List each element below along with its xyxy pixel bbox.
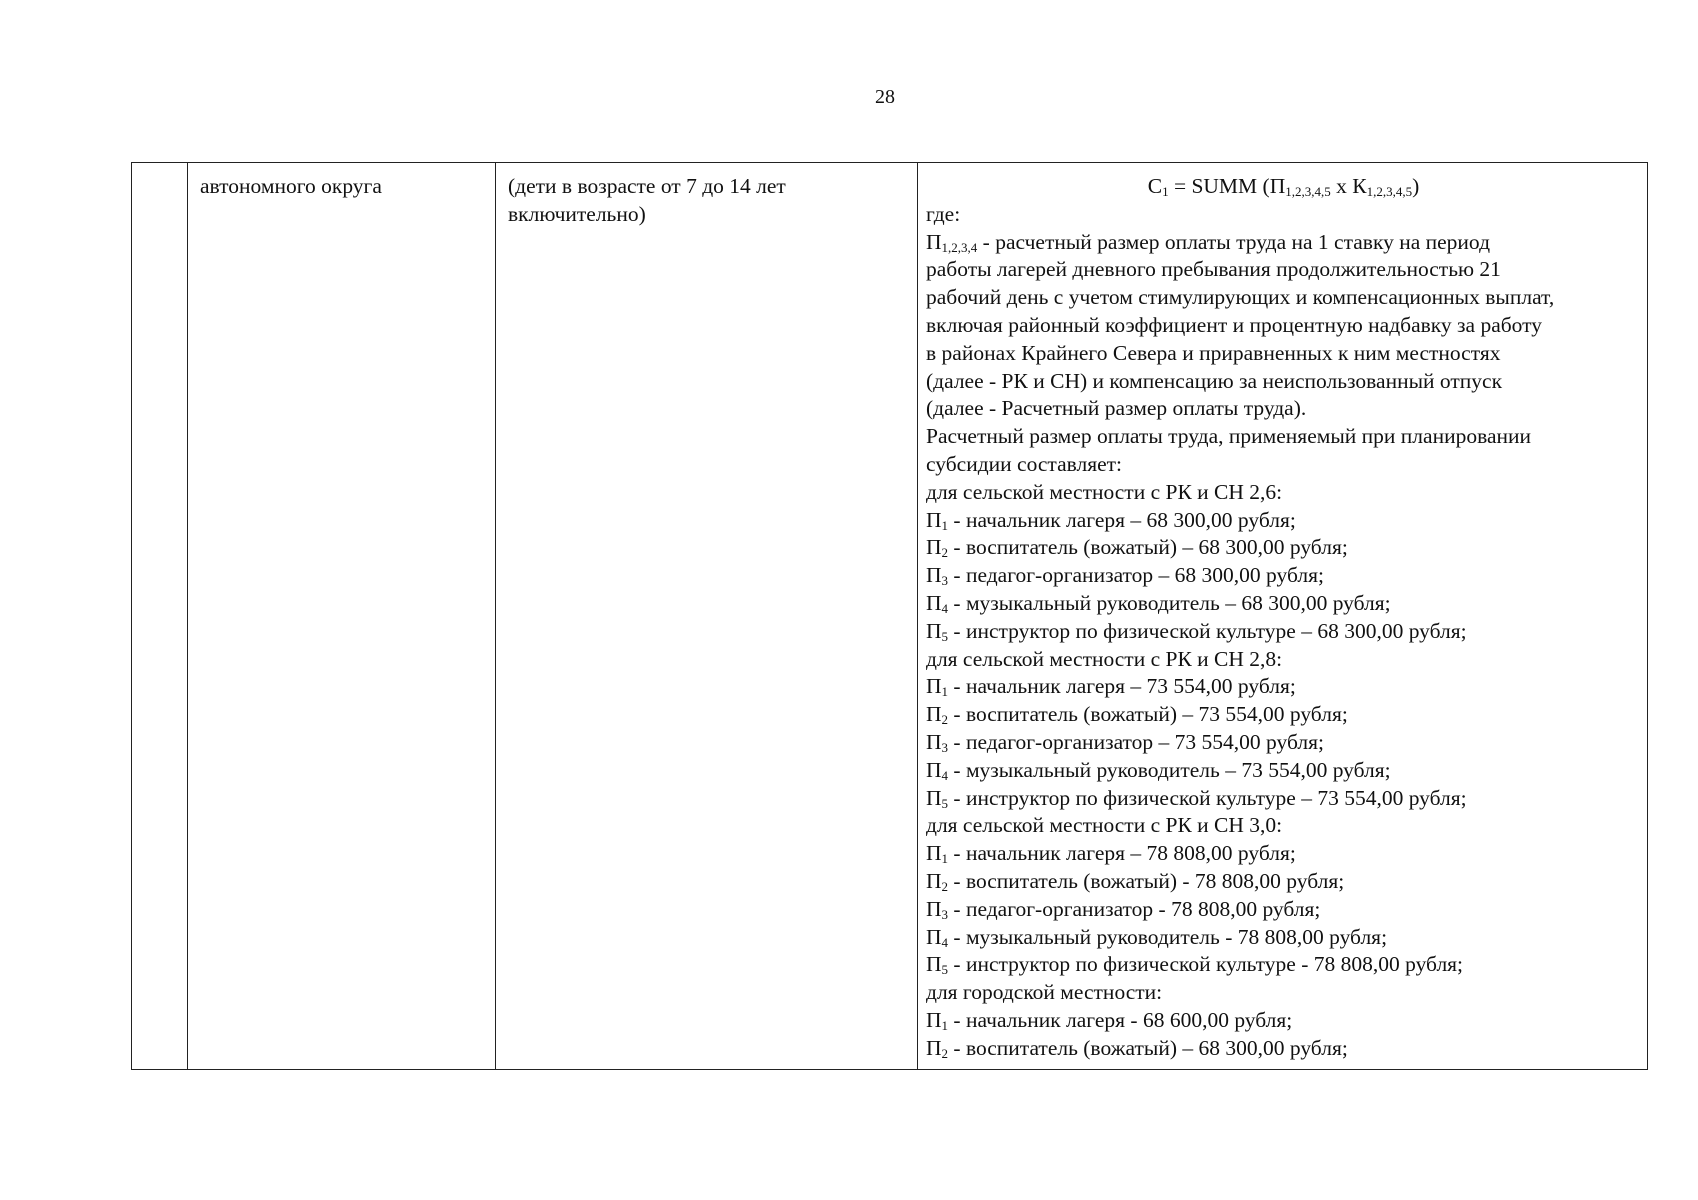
p-subscript: 4	[941, 934, 949, 950]
p-letter: П	[926, 702, 942, 727]
p-subscript: 3	[941, 906, 949, 922]
rate-item	[926, 868, 1641, 896]
rate-item-text: - воспитатель (вожатый) - 78 808,00 рубля;	[948, 868, 1345, 893]
p-definition-line	[926, 340, 1641, 368]
rate-item-text: - начальник лагеря - 68 600,00 рубля;	[948, 1007, 1293, 1032]
rate-item-text: - воспитатель (вожатый) – 68 300,00 рубля;	[948, 1035, 1348, 1060]
rate-item-text: - педагог-организатор – 73 554,00 рубля;	[948, 729, 1324, 754]
intro-line-text: Расчетный размер оплаты труда, применяемый при планировании	[926, 424, 1532, 449]
rate-item	[926, 701, 1641, 729]
rate-item-text: - инструктор по физической культуре – 68 300,00 рубля;	[948, 618, 1467, 643]
rate-item	[926, 618, 1641, 646]
rate-item	[926, 785, 1641, 813]
p-letter: П	[926, 952, 942, 977]
p-definition-line	[926, 229, 1641, 257]
where-label-text: где:	[926, 201, 961, 226]
p-definition-line-text: рабочий день с учетом стимулирующих и компенсационных выплат,	[926, 285, 1555, 310]
p-letter: П	[926, 785, 942, 810]
p-letter: П	[926, 729, 942, 754]
p-definition-line-text: (далее - Расчетный размер оплаты труда).	[926, 396, 1307, 421]
formula-k-subscript: 1,2,3,4,5	[1366, 184, 1413, 199]
p-definition-line-text: в районах Крайнего Севера и приравненных к ним местностях	[926, 340, 1501, 365]
intro-line	[926, 423, 1641, 451]
p-subscript: 2	[941, 545, 949, 561]
rate-item	[926, 507, 1641, 535]
rate-item-text: - инструктор по физической культуре - 78 808,00 рубля;	[948, 952, 1464, 977]
formula-multiply: х К	[1330, 174, 1367, 198]
document-table	[131, 162, 1648, 1070]
p-subscript: 1	[941, 684, 949, 700]
p-letter: П	[926, 924, 942, 949]
group-heading-text: для сельской местности с РК и СН 2,6:	[926, 479, 1283, 504]
p-definition-line	[926, 368, 1641, 396]
p-subscript: 3	[941, 573, 949, 589]
formula-summ: = SUMM (П	[1168, 174, 1286, 198]
group-heading	[926, 979, 1641, 1007]
p-subscript: 2	[941, 712, 949, 728]
rate-item-text: - начальник лагеря – 78 808,00 рубля;	[948, 841, 1296, 866]
region-text: автономного округа	[200, 174, 382, 198]
region-cell	[188, 163, 496, 1070]
p-definition-line	[926, 284, 1641, 312]
rate-item-text: - музыкальный руководитель – 68 300,00 рубля;	[948, 590, 1391, 615]
subsidy-formula	[926, 173, 1641, 201]
rate-item-text: - начальник лагеря – 68 300,00 рубля;	[948, 507, 1296, 532]
formula-p-subscript: 1,2,3,4,5	[1285, 184, 1331, 199]
p-subscript: 1	[941, 851, 949, 867]
rate-item-text: - начальник лагеря – 73 554,00 рубля;	[948, 674, 1296, 699]
rate-item	[926, 951, 1641, 979]
page-number: 28	[875, 86, 895, 108]
category-text: (дети в возрасте от 7 до 14 лет включительно)	[508, 174, 786, 226]
p-letter: П	[926, 618, 942, 643]
p-letter: П	[926, 507, 942, 532]
rate-item-text: - инструктор по физической культуре – 73 554,00 рубля;	[948, 785, 1467, 810]
rate-item	[926, 673, 1641, 701]
p-letter: П	[926, 535, 942, 560]
p-subscript: 2	[941, 878, 949, 894]
rate-item-text: - педагог-организатор - 78 808,00 рубля;	[948, 896, 1321, 921]
group-heading-text: для сельской местности с РК и СН 3,0:	[926, 813, 1283, 838]
formula-close: )	[1412, 174, 1420, 198]
p-definition-line-text: - расчетный размер оплаты труда на 1 ставку на период	[977, 229, 1491, 254]
p-letter: П	[926, 841, 942, 866]
rate-item-text: - музыкальный руководитель – 73 554,00 рубля;	[948, 757, 1391, 782]
rate-item	[926, 757, 1641, 785]
p-letter: П	[926, 1035, 942, 1060]
p-subscript: 1	[941, 1017, 949, 1033]
p-subscript: 1	[941, 517, 949, 533]
p-definition-line	[926, 395, 1641, 423]
p-subscript: 5	[941, 962, 949, 978]
rate-item	[926, 896, 1641, 924]
group-heading	[926, 812, 1641, 840]
rate-item-text: - воспитатель (вожатый) – 73 554,00 рубля;	[948, 702, 1348, 727]
group-heading	[926, 646, 1641, 674]
group-heading-text: для городской местности:	[926, 980, 1163, 1005]
p-subscript: 1,2,3,4	[941, 239, 978, 255]
p-definition-line-text: включая районный коэффициент и процентную надбавку за работу	[926, 312, 1543, 337]
p-letter: П	[926, 1007, 942, 1032]
rate-item	[926, 534, 1641, 562]
rate-item-text: - воспитатель (вожатый) – 68 300,00 рубля;	[948, 535, 1348, 560]
formula-explanation	[926, 201, 1641, 1063]
category-cell	[496, 163, 918, 1070]
rate-item	[926, 729, 1641, 757]
p-letter: П	[926, 563, 942, 588]
p-subscript: 2	[941, 1045, 949, 1061]
p-definition-line-text: (далее - РК и СН) и компенсацию за неиспользованный отпуск	[926, 368, 1503, 393]
group-heading-text: для сельской местности с РК и СН 2,8:	[926, 646, 1283, 671]
p-letter: П	[926, 868, 942, 893]
p-subscript: 4	[941, 600, 949, 616]
p-definition-line	[926, 256, 1641, 284]
intro-line-text: субсидии составляет:	[926, 451, 1123, 476]
rate-item	[926, 562, 1641, 590]
where-label	[926, 201, 1641, 229]
p-subscript: 4	[941, 767, 949, 783]
table-row	[132, 163, 1648, 1070]
formula-c-letter: C	[1147, 174, 1163, 198]
group-heading	[926, 479, 1641, 507]
rate-item	[926, 840, 1641, 868]
rate-item	[926, 1035, 1641, 1063]
rate-item-text: - музыкальный руководитель - 78 808,00 рубля;	[948, 924, 1388, 949]
p-letter: П	[926, 674, 942, 699]
rate-item	[926, 1007, 1641, 1035]
p-definition-line	[926, 312, 1641, 340]
rate-item-text: - педагог-организатор – 68 300,00 рубля;	[948, 563, 1324, 588]
row-number-cell	[132, 163, 188, 1070]
p-letter: П	[926, 590, 942, 615]
p-definition-line-text: работы лагерей дневного пребывания продолжительностью 21	[926, 257, 1501, 282]
p-subscript: 3	[941, 739, 949, 755]
intro-line	[926, 451, 1641, 479]
rate-item	[926, 924, 1641, 952]
formula-cell	[918, 163, 1648, 1070]
rate-item	[926, 590, 1641, 618]
formula-c-subscript: 1	[1162, 184, 1169, 199]
p-subscript: 5	[941, 628, 949, 644]
p-letter: П	[926, 757, 942, 782]
p-letter: П	[926, 229, 942, 254]
p-letter: П	[926, 896, 942, 921]
p-subscript: 5	[941, 795, 949, 811]
